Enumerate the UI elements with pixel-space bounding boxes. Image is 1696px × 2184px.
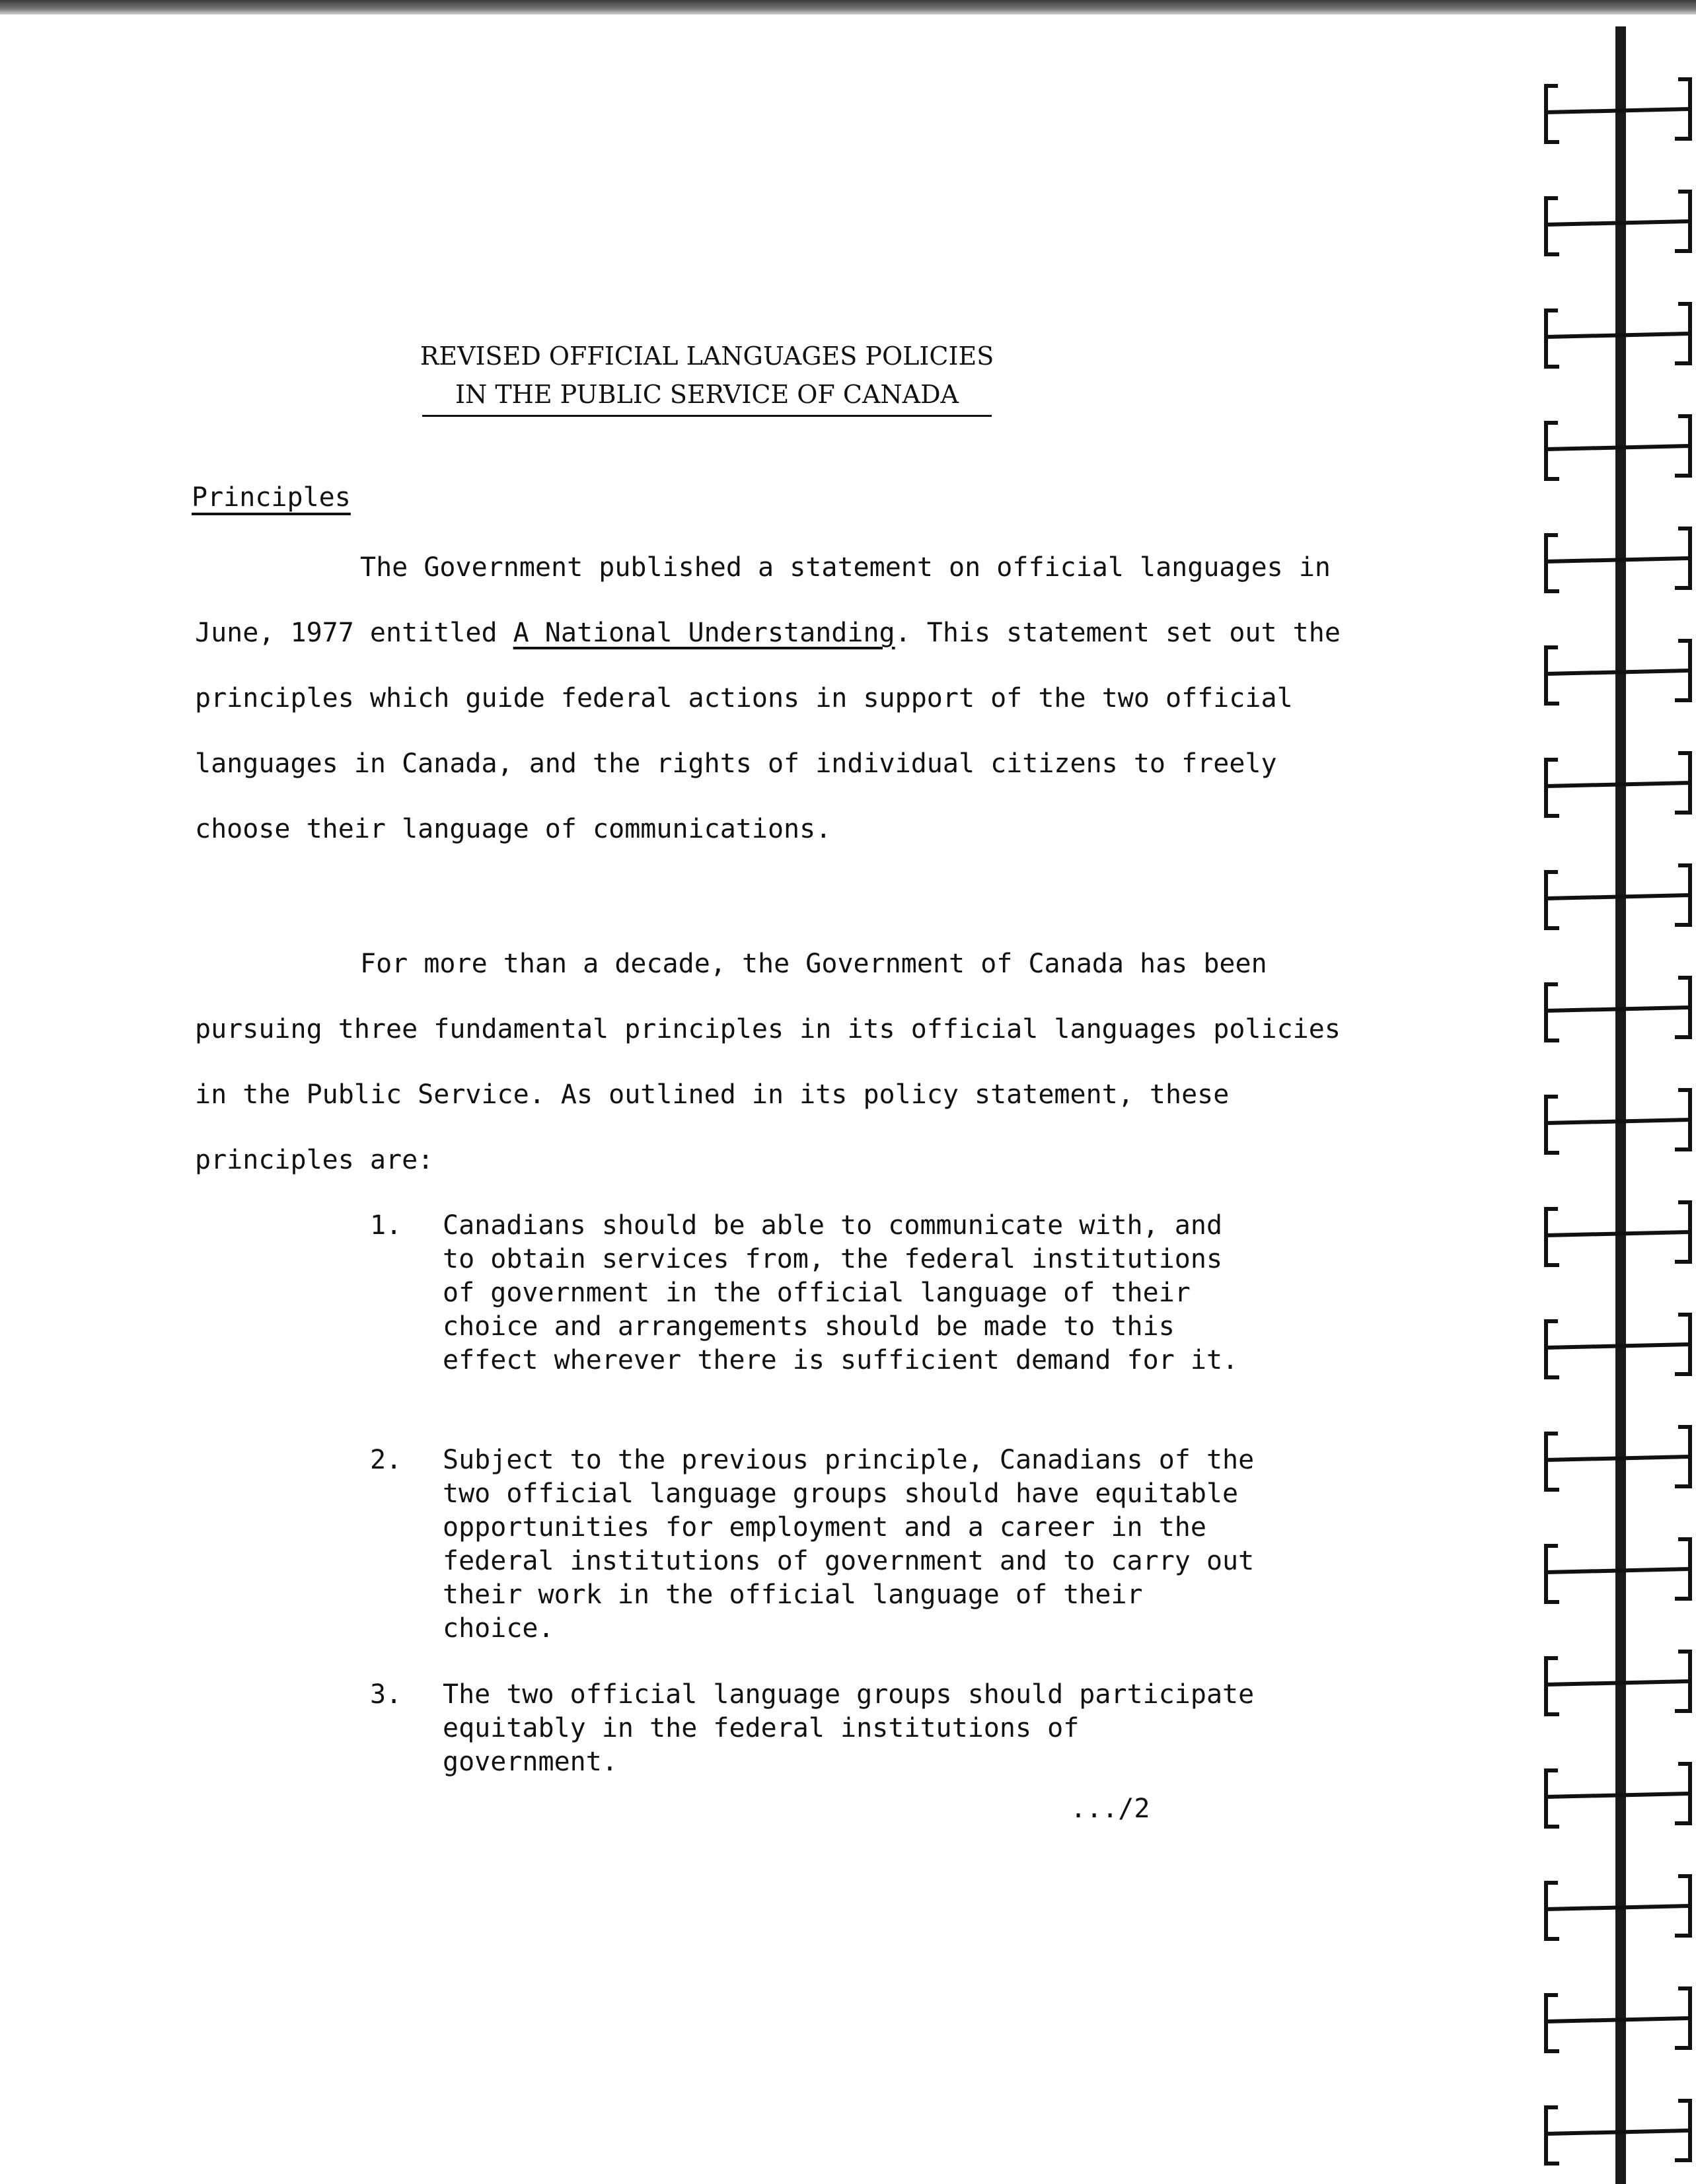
principle-number: 3. xyxy=(370,1679,402,1710)
principle-number: 2. xyxy=(370,1445,402,1475)
paragraph-intro-text-start: The Government published a statement on official languages in June, 1977 entitled xyxy=(195,552,1331,648)
principle-item-3 xyxy=(370,1678,1262,1779)
document-title xyxy=(370,337,1044,417)
paragraph-intro xyxy=(195,535,1364,862)
principle-text: The two official language groups should participate equitably in the federal institutions of government. xyxy=(443,1679,1255,1777)
principle-number: 1. xyxy=(370,1210,402,1241)
principle-text: Canadians should be able to communicate with, and to obtain services from, the federal institutions of government in the official language of their choice and arrangements should be made to this effect wherever there is sufficient demand for it. xyxy=(443,1210,1239,1375)
scan-top-edge xyxy=(0,0,1696,15)
principle-item-2 xyxy=(370,1443,1262,1646)
title-line-2: IN THE PUBLIC SERVICE OF CANADA xyxy=(422,375,992,417)
page-continuation-marker: .../2 xyxy=(1070,1794,1150,1824)
binding-spine xyxy=(1615,26,1626,2184)
principle-item-1 xyxy=(370,1209,1262,1377)
section-heading-principles: Principles xyxy=(192,482,351,513)
spiral-binding xyxy=(1539,26,1696,2184)
principle-text: Subject to the previous principle, Canadians of the two official language groups should have equitable opportunities for employment and a career in the federal institutions of government and to carry out their work in the official language of their choice. xyxy=(443,1445,1255,1644)
title-line-1: REVISED OFFICIAL LANGUAGES POLICIES xyxy=(420,342,994,371)
paragraph-principles-intro: For more than a decade, the Government of Canada has been pursuing three fundamental principles in its official languages policies in the Public Service. As outlined in its policy statement, these principles are: xyxy=(195,949,1341,1175)
paragraph-intro-text-end: . This statement set out the principles which guide federal actions in support of the two official languages in Canada, and the rights of individual citizens to freely choose their language of communications. xyxy=(195,618,1341,844)
publication-title: A National Understanding xyxy=(513,618,895,648)
